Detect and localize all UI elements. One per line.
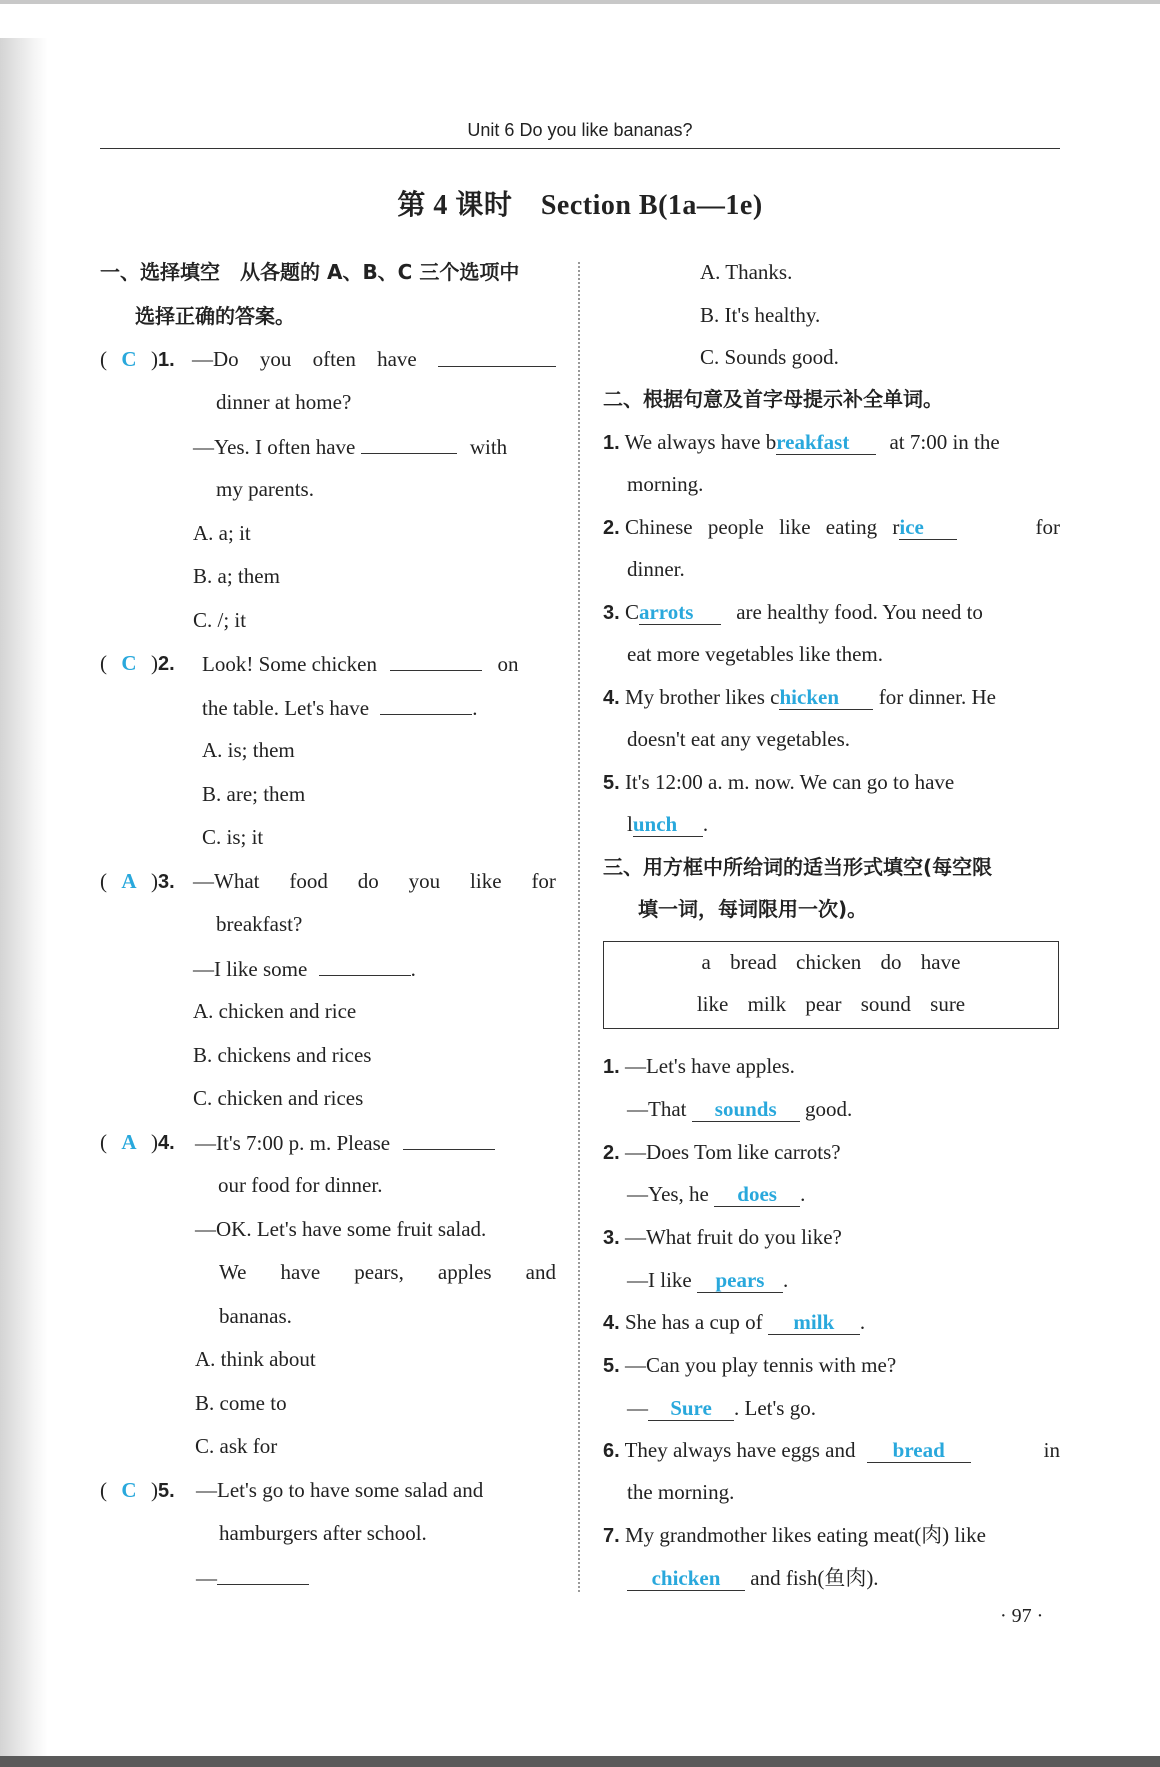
s2-item1-answer[interactable]: reakfast <box>776 430 876 455</box>
q1-blank2[interactable] <box>361 431 457 454</box>
lesson-title: 第 4 课时 Section B(1a—1e) <box>397 190 763 221</box>
q3-option-b: B. chickens and rices <box>193 1043 372 1067</box>
q4-answer: A <box>121 1130 137 1154</box>
q1-answer-bracket: ( C )1. <box>100 344 175 375</box>
page-number: · 97 · <box>1000 1605 1044 1627</box>
s3-item5-answer[interactable]: Sure <box>648 1396 734 1421</box>
word-bank-row2: like milk pear sound sure <box>696 992 966 1016</box>
q5-answer: C <box>121 1478 137 1502</box>
q2-blank2[interactable] <box>380 692 472 715</box>
s2-item5-line1: 5. It's 12:00 a. m. now. We can go to have <box>603 770 955 794</box>
q1-option-b: B. a; them <box>193 564 280 588</box>
s3-item7-answer[interactable]: chicken <box>627 1566 745 1591</box>
s2-item2-line2: dinner. <box>627 557 685 581</box>
section3-heading-cont: 填一词，每词限用一次)。 <box>638 897 868 921</box>
q5-option-c: C. Sounds good. <box>700 345 839 369</box>
q4-option-b: B. come to <box>195 1391 287 1415</box>
s2-item2-answer[interactable]: ice <box>899 515 957 540</box>
q1-option-a: A. a; it <box>193 521 251 545</box>
bottom-edge <box>0 1756 1160 1767</box>
q5-blank[interactable] <box>217 1562 309 1585</box>
q5-line2: hamburgers after school. <box>219 1521 427 1545</box>
section1-heading: 一、选择填空 从各题的 A、B、C 三个选项中 <box>100 260 520 284</box>
q5-line1: —Let's go to have some salad and <box>196 1478 484 1502</box>
s3-item3-line1: 3. —What fruit do you like? <box>603 1225 842 1249</box>
s2-item2-line1: 2. Chinese people like eating rice for <box>603 515 1060 539</box>
s3-item2-line2: —Yes, he does . <box>627 1182 806 1206</box>
s2-item1-line1: 1. We always have breakfast at 7:00 in the <box>603 430 1000 454</box>
q1-line1: —Do you often have <box>192 344 556 374</box>
running-head: Unit 6 Do you like bananas? <box>467 120 693 140</box>
s3-item3-answer[interactable]: pears <box>697 1268 783 1293</box>
q4-option-c: C. ask for <box>195 1434 278 1458</box>
s3-item3-line2: —I like pears . <box>627 1268 789 1292</box>
q2-option-a: A. is; them <box>202 738 295 762</box>
s2-item3-line2: eat more vegetables like them. <box>627 642 883 666</box>
section1-heading-cont: 选择正确的答案。 <box>135 304 295 328</box>
s3-item2-answer[interactable]: does <box>714 1182 800 1207</box>
q3-blank[interactable] <box>319 953 411 976</box>
q3-option-c: C. chicken and rices <box>193 1086 364 1110</box>
q1-blank1[interactable] <box>438 344 556 367</box>
q2-answer: C <box>121 651 137 675</box>
s2-item5-line2: lunch . <box>627 812 709 836</box>
s3-item6-answer[interactable]: bread <box>867 1438 971 1463</box>
s3-item1-line2: —That sounds good. <box>627 1097 853 1121</box>
word-bank-box <box>603 941 1059 1029</box>
s3-item7-line2: chicken and fish(鱼肉). <box>627 1563 879 1593</box>
q4-answer-bracket: ( A )4. <box>100 1127 175 1158</box>
s2-item4-line2: doesn't eat any vegetables. <box>627 727 851 751</box>
q2-line1: Look! Some chicken on <box>202 648 518 679</box>
q1-option-c: C. /; it <box>193 608 247 632</box>
q3-answer-bracket: ( A )3. <box>100 866 175 897</box>
s2-item5-answer[interactable]: unch <box>633 812 703 837</box>
q2-option-b: B. are; them <box>202 782 306 806</box>
q2-option-c: C. is; it <box>202 825 264 849</box>
s3-item1-answer[interactable]: sounds <box>692 1097 800 1122</box>
s3-item5-line1: 5. —Can you play tennis with me? <box>603 1353 897 1377</box>
q4-line3: —OK. Let's have some fruit salad. <box>195 1217 487 1241</box>
s2-item4-answer[interactable]: hicken <box>779 685 873 710</box>
q2-answer-bracket: ( C )2. <box>100 648 175 679</box>
q4-option-a: A. think about <box>195 1347 316 1371</box>
s2-item4-line1: 4. My brother likes chicken for dinner. He <box>603 685 996 709</box>
s3-item4-line1: 4. She has a cup of milk . <box>603 1310 866 1334</box>
q1-line2: dinner at home? <box>216 390 352 414</box>
s2-item1-line2: morning. <box>627 472 704 496</box>
s3-item2-line1: 2. —Does Tom like carrots? <box>603 1140 841 1164</box>
q2-blank1[interactable] <box>390 648 482 671</box>
q1-line3: —Yes. I often have with <box>193 431 507 462</box>
page-shadow <box>0 38 48 1767</box>
s3-item1-line1: 1. —Let's have apples. <box>603 1054 795 1078</box>
q3-line2: breakfast? <box>216 912 303 936</box>
s2-item3-line1: 3. Carrots are healthy food. You need to <box>603 600 983 624</box>
s3-item6-line2: the morning. <box>627 1480 735 1504</box>
q4-line2: our food for dinner. <box>218 1173 383 1197</box>
word-bank-row1: a bread chicken do have <box>701 950 961 974</box>
s3-item7-line1: 7. My grandmother likes eating meat(肉) like <box>603 1523 986 1547</box>
q3-answer: A <box>121 869 137 893</box>
q5-option-a: A. Thanks. <box>700 260 793 284</box>
section3-heading: 三、用方框中所给词的适当形式填空(每空限 <box>603 855 993 879</box>
q5-option-b: B. It's healthy. <box>700 303 821 327</box>
q2-line2: the table. Let's have . <box>202 692 478 723</box>
q3-line3: —I like some . <box>193 953 416 984</box>
q1-line4: my parents. <box>216 477 314 501</box>
column-divider <box>578 262 580 1592</box>
q3-line1: —What food do you like for <box>193 869 556 893</box>
q3-option-a: A. chicken and rice <box>193 999 357 1023</box>
s3-item5-line2: — Sure . Let's go. <box>627 1396 816 1420</box>
q4-line5: bananas. <box>219 1304 292 1328</box>
q1-answer: C <box>121 347 137 371</box>
s3-item6-line1: 6. They always have eggs and bread in <box>603 1438 1060 1462</box>
section2-heading: 二、根据句意及首字母提示补全单词。 <box>603 387 943 411</box>
top-edge <box>0 0 1160 4</box>
s3-item4-answer[interactable]: milk <box>768 1310 860 1335</box>
q5-line3: — <box>196 1562 309 1593</box>
q4-line4: We have pears, apples and <box>219 1260 556 1284</box>
s2-item3-answer[interactable]: arrots <box>639 600 721 625</box>
header-rule <box>100 148 1060 149</box>
q4-blank[interactable] <box>403 1127 495 1150</box>
q4-line1: —It's 7:00 p. m. Please <box>195 1127 495 1158</box>
q5-answer-bracket: ( C )5. <box>100 1475 175 1506</box>
